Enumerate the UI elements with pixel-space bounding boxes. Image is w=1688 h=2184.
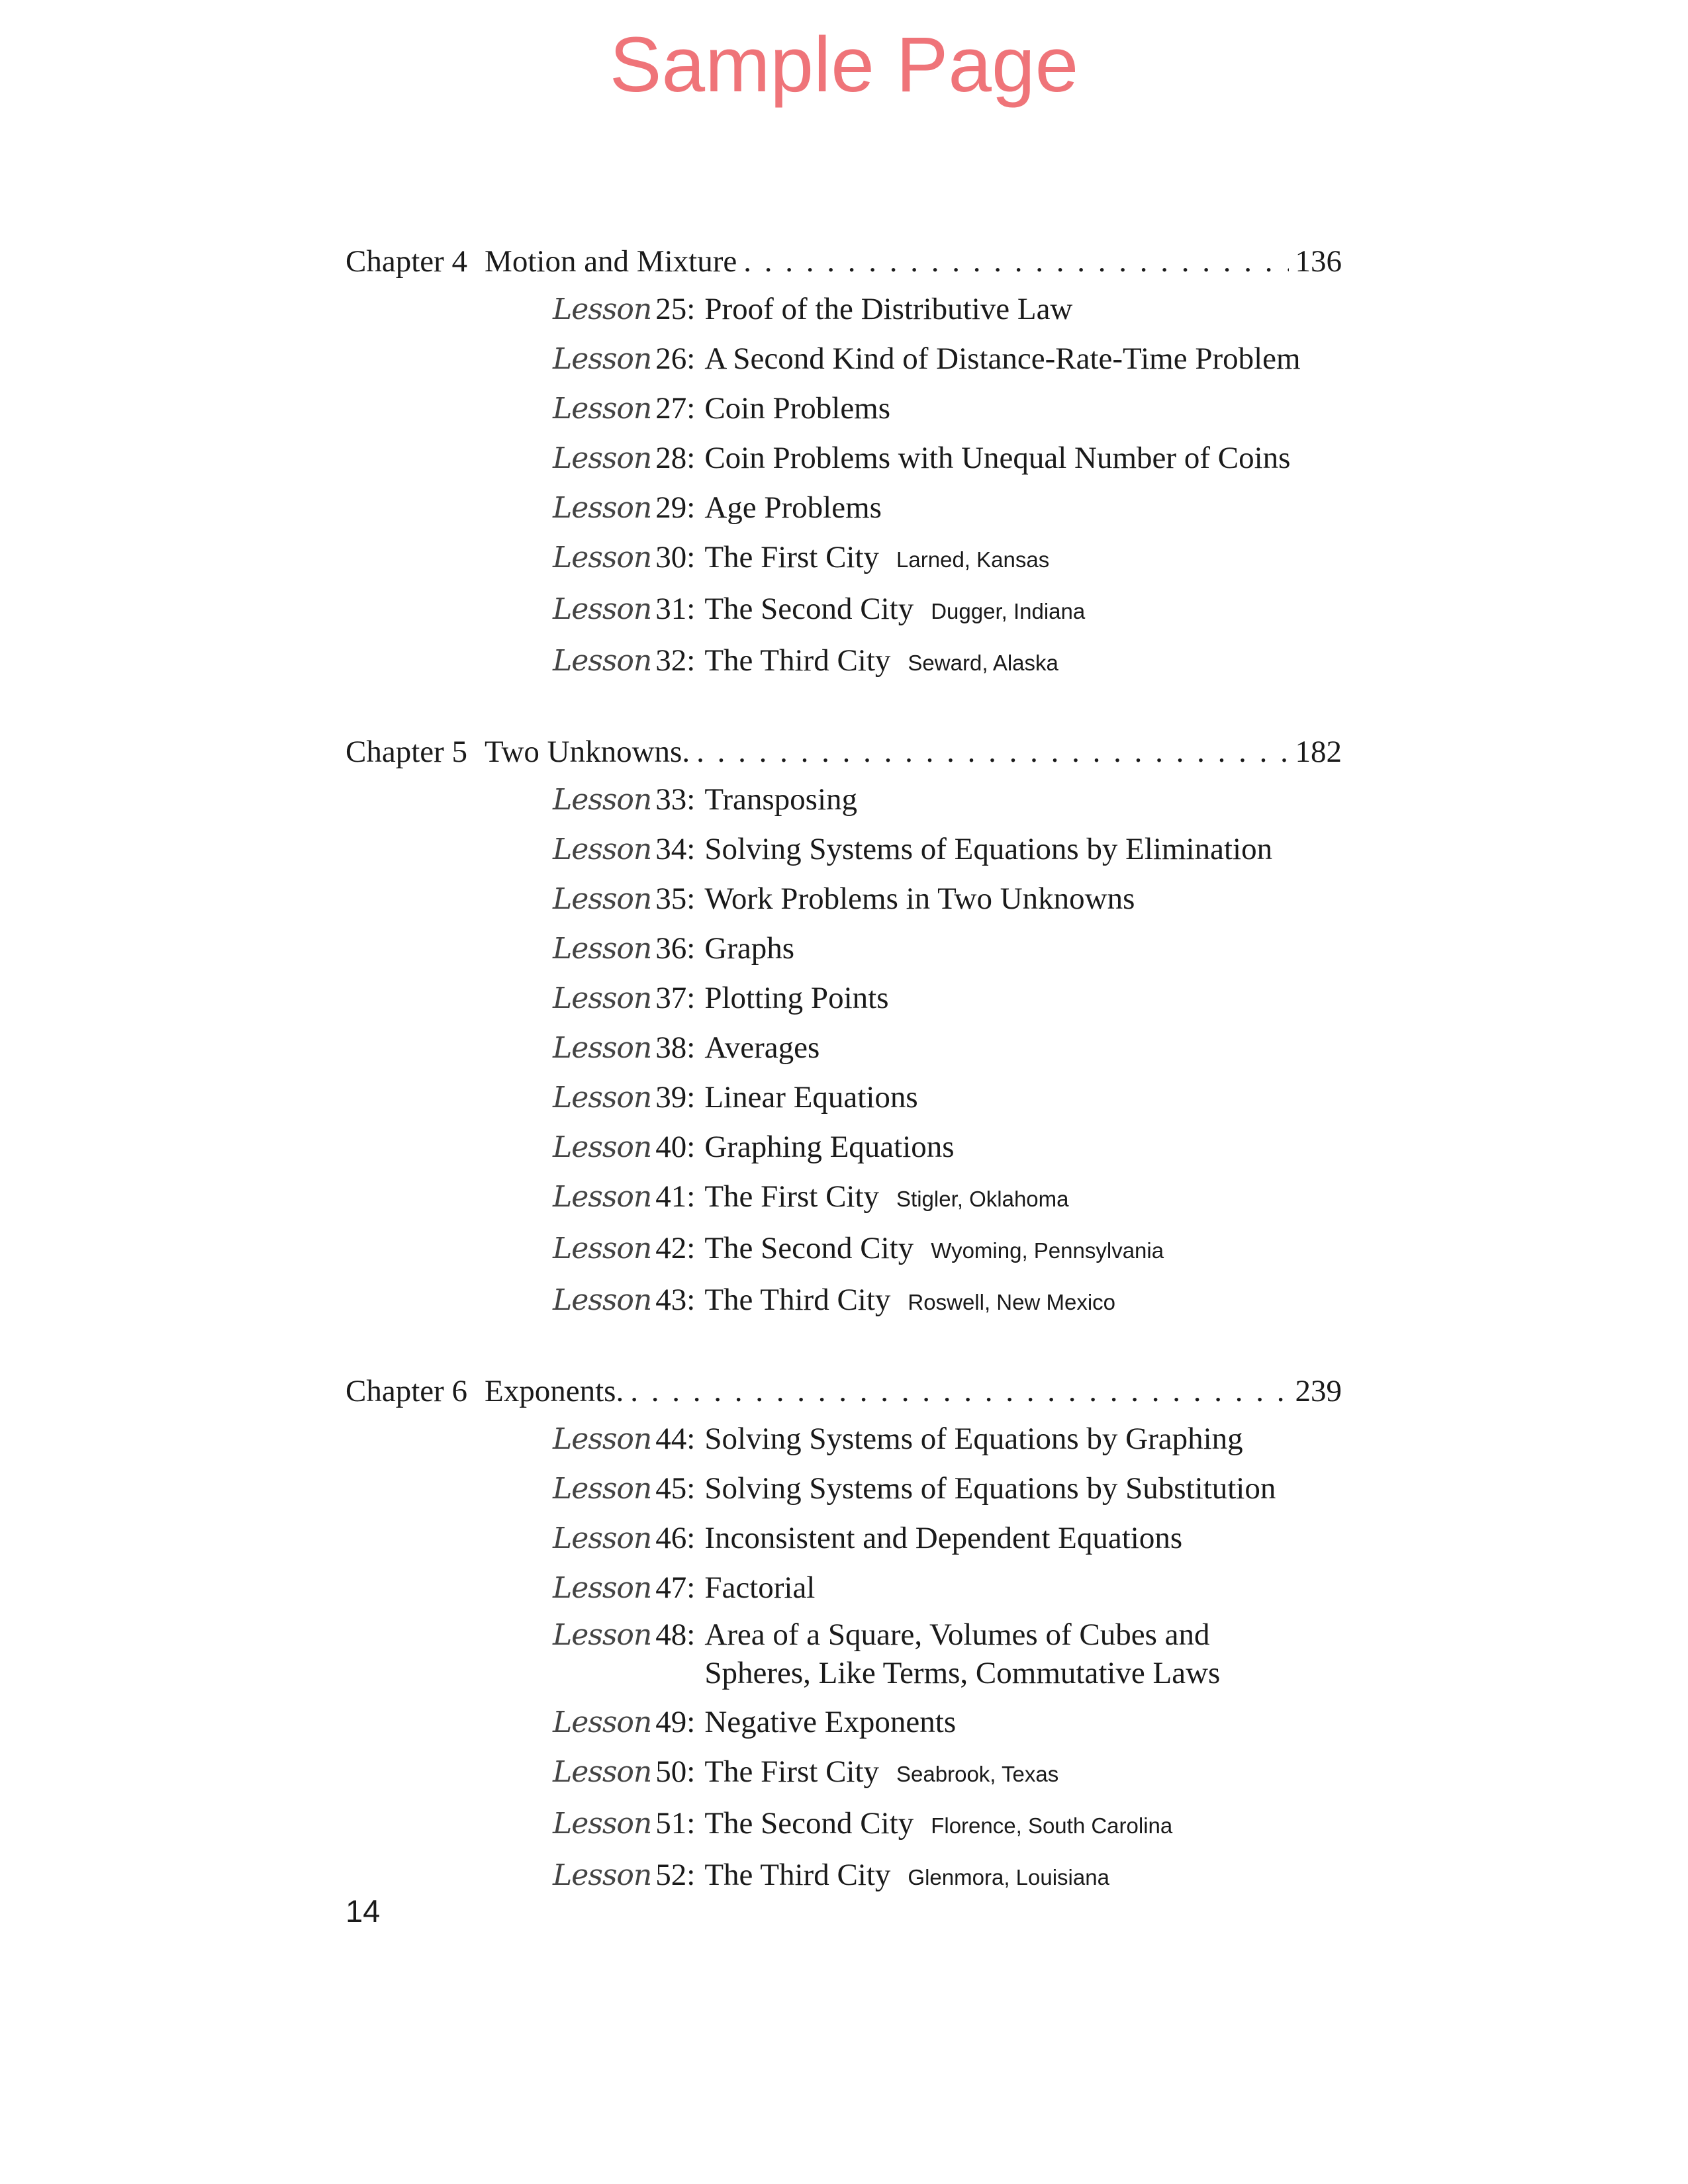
- lesson-label: Lesson: [553, 1755, 652, 1789]
- lesson-title: [704, 1615, 1220, 1692]
- chapter-number: Chapter 6: [346, 1374, 468, 1408]
- lesson-entry: [553, 1613, 1342, 1698]
- chapter-page-number: 136: [1295, 244, 1342, 279]
- lesson-number: 48: [655, 1617, 687, 1652]
- lesson-entry: [553, 1275, 1342, 1327]
- lesson-entry: [553, 1850, 1342, 1902]
- lesson-label: Lesson: [553, 1571, 652, 1605]
- lesson-number: 25: [655, 292, 687, 326]
- lesson-title: The Third City: [704, 1858, 891, 1892]
- lesson-number: 33: [655, 782, 687, 817]
- lesson-colon: :: [686, 592, 696, 626]
- lesson-title: Coin Problems: [704, 391, 891, 426]
- lesson-title: The First City: [704, 1179, 880, 1214]
- lesson-label: Lesson: [553, 342, 652, 376]
- dot-leader: [743, 238, 1288, 285]
- lesson-label: Lesson: [553, 1232, 652, 1265]
- lesson-label: Lesson: [553, 293, 652, 326]
- lesson-city: Glenmora, Louisiana: [908, 1865, 1109, 1889]
- lesson-label: Lesson: [553, 1522, 652, 1555]
- chapter-heading: [346, 238, 1342, 285]
- lesson-label: Lesson: [553, 1283, 652, 1317]
- lesson-title: A Second Kind of Distance-Rate-Time Problem: [704, 341, 1301, 376]
- lesson-title: Averages: [704, 1030, 820, 1065]
- lesson-number: 49: [655, 1705, 687, 1739]
- lesson-title: Proof of the Distributive Law: [704, 292, 1073, 326]
- lesson-title-line: Area of a Square, Volumes of Cubes and: [704, 1617, 1210, 1652]
- lesson-number: 40: [655, 1130, 687, 1164]
- lesson-number: 29: [655, 490, 687, 525]
- lesson-colon: :: [686, 931, 696, 966]
- lesson-city: Stigler, Oklahoma: [896, 1187, 1069, 1211]
- lesson-entry: [553, 584, 1342, 636]
- lesson-title: Work Problems in Two Unknowns: [704, 882, 1135, 916]
- lesson-number: 50: [655, 1754, 687, 1789]
- lesson-title: The Second City: [704, 1231, 914, 1265]
- lesson-city: Dugger, Indiana: [931, 599, 1086, 623]
- lesson-colon: :: [686, 1030, 696, 1065]
- lesson-entry: [553, 1224, 1342, 1275]
- lesson-title-line: Spheres, Like Terms, Commutative Laws: [704, 1656, 1221, 1690]
- lesson-city: Seabrook, Texas: [896, 1762, 1059, 1786]
- lesson-colon: :: [686, 1231, 696, 1265]
- lesson-number: 26: [655, 341, 687, 376]
- lesson-entry: [553, 1747, 1342, 1799]
- lesson-number: 39: [655, 1080, 687, 1115]
- lesson-city: Wyoming, Pennsylvania: [931, 1238, 1164, 1263]
- lesson-colon: :: [686, 1130, 696, 1164]
- lesson-title: The Second City: [704, 592, 914, 626]
- lesson-colon: :: [686, 1754, 696, 1789]
- chapter-number: Chapter 4: [346, 244, 468, 279]
- lesson-colon: :: [686, 1422, 696, 1456]
- lesson-title: Graphs: [704, 931, 795, 966]
- chapter-title: Motion and Mixture: [485, 244, 737, 279]
- lesson-colon: :: [686, 882, 696, 916]
- lesson-entry: [553, 775, 1342, 825]
- lesson-title: Linear Equations: [704, 1080, 918, 1115]
- lesson-colon: :: [686, 832, 696, 866]
- lesson-entry: [553, 974, 1342, 1023]
- lesson-number: 27: [655, 391, 687, 426]
- dot-leader: [630, 1368, 1288, 1414]
- lesson-title: Factorial: [704, 1570, 816, 1605]
- lesson-title: Graphing Equations: [704, 1130, 955, 1164]
- lesson-number: 47: [655, 1570, 687, 1605]
- lesson-title: Inconsistent and Dependent Equations: [704, 1521, 1183, 1555]
- lesson-entry: [553, 384, 1342, 433]
- lesson-label: Lesson: [553, 541, 652, 574]
- lesson-entry: [553, 1464, 1342, 1514]
- lesson-label: Lesson: [553, 392, 652, 426]
- chapter-heading: [346, 1368, 1342, 1414]
- chapter-page-number: 182: [1295, 735, 1342, 769]
- lesson-list: [553, 285, 1342, 688]
- lesson-title: The Third City: [704, 643, 891, 678]
- lesson-title: Age Problems: [704, 490, 882, 525]
- lesson-title: Plotting Points: [704, 981, 889, 1015]
- lesson-title: Solving Systems of Equations by Elimination: [704, 832, 1273, 866]
- lesson-city: Florence, South Carolina: [931, 1813, 1173, 1838]
- lesson-entry: [553, 1073, 1342, 1122]
- lesson-colon: :: [686, 490, 696, 525]
- lesson-city: Seward, Alaska: [908, 651, 1058, 675]
- lesson-entry: [553, 433, 1342, 483]
- lesson-label: Lesson: [553, 1031, 652, 1065]
- chapter-title: Exponents.: [485, 1374, 624, 1408]
- lesson-number: 46: [655, 1521, 687, 1555]
- lesson-colon: :: [686, 1570, 696, 1605]
- lesson-number: 36: [655, 931, 687, 966]
- lesson-label: Lesson: [553, 1618, 652, 1652]
- lesson-title: Solving Systems of Equations by Substitution: [704, 1471, 1276, 1506]
- lesson-label: Lesson: [553, 644, 652, 678]
- lesson-number: 51: [655, 1806, 687, 1841]
- lesson-title: The Third City: [704, 1283, 891, 1317]
- lesson-number: 52: [655, 1858, 687, 1892]
- lesson-label: Lesson: [553, 1807, 652, 1841]
- lesson-entry: [553, 1563, 1342, 1613]
- lesson-label: Lesson: [553, 441, 652, 475]
- lesson-colon: :: [686, 441, 696, 475]
- lesson-colon: :: [686, 540, 696, 574]
- lesson-number: 32: [655, 643, 687, 678]
- table-of-contents: [346, 238, 1342, 1943]
- lesson-label: Lesson: [553, 783, 652, 817]
- lesson-label: Lesson: [553, 1422, 652, 1456]
- lesson-entry: [553, 1023, 1342, 1073]
- dot-leader: [696, 729, 1288, 775]
- lesson-label: Lesson: [553, 1472, 652, 1506]
- lesson-number: 30: [655, 540, 687, 574]
- lesson-number: 43: [655, 1283, 687, 1317]
- lesson-label: Lesson: [553, 833, 652, 866]
- lesson-city: Larned, Kansas: [896, 547, 1050, 572]
- lesson-entry: [553, 1698, 1342, 1747]
- lesson-label: Lesson: [553, 1130, 652, 1164]
- lesson-colon: :: [686, 1705, 696, 1739]
- lesson-number: 45: [655, 1471, 687, 1506]
- lesson-colon: :: [686, 292, 696, 326]
- lesson-label: Lesson: [553, 932, 652, 966]
- lesson-colon: :: [686, 391, 696, 426]
- lesson-colon: :: [686, 1858, 696, 1892]
- lesson-number: 44: [655, 1422, 687, 1456]
- chapter-number: Chapter 5: [346, 735, 468, 769]
- chapter-heading: [346, 729, 1342, 775]
- lesson-title: Solving Systems of Equations by Graphing: [704, 1422, 1243, 1456]
- lesson-colon: :: [686, 1283, 696, 1317]
- lesson-entry: [553, 1414, 1342, 1464]
- lesson-entry: [553, 533, 1342, 584]
- lesson-entry: [553, 924, 1342, 974]
- lesson-list: [553, 1414, 1342, 1902]
- lesson-label: Lesson: [553, 981, 652, 1015]
- lesson-entry: [553, 334, 1342, 384]
- lesson-colon: :: [686, 341, 696, 376]
- lesson-entry: [553, 1799, 1342, 1850]
- lesson-label: Lesson: [553, 592, 652, 626]
- lesson-number: 31: [655, 592, 687, 626]
- lesson-entry: [553, 285, 1342, 334]
- lesson-title: Negative Exponents: [704, 1705, 957, 1739]
- lesson-number: 42: [655, 1231, 687, 1265]
- lesson-label: Lesson: [553, 1706, 652, 1739]
- lesson-entry: [553, 1172, 1342, 1224]
- lesson-entry: [553, 1122, 1342, 1172]
- lesson-colon: :: [686, 1521, 696, 1555]
- lesson-number: 38: [655, 1030, 687, 1065]
- lesson-entry: [553, 483, 1342, 533]
- lesson-label: Lesson: [553, 1858, 652, 1892]
- lesson-colon: :: [686, 1617, 696, 1652]
- lesson-label: Lesson: [553, 1081, 652, 1115]
- sample-page-watermark: Sample Page: [609, 21, 1079, 109]
- lesson-number: 35: [655, 882, 687, 916]
- lesson-title: The First City: [704, 540, 880, 574]
- lesson-title: Coin Problems with Unequal Number of Coins: [704, 441, 1291, 475]
- lesson-label: Lesson: [553, 491, 652, 525]
- lesson-title: The Second City: [704, 1806, 914, 1841]
- page-number: 14: [346, 1893, 381, 1929]
- lesson-entry: [553, 636, 1342, 688]
- lesson-colon: :: [686, 782, 696, 817]
- lesson-number: 41: [655, 1179, 687, 1214]
- lesson-colon: :: [686, 1806, 696, 1841]
- lesson-label: Lesson: [553, 1180, 652, 1214]
- lesson-entry: [553, 874, 1342, 924]
- lesson-number: 37: [655, 981, 687, 1015]
- lesson-title: Transposing: [704, 782, 858, 817]
- lesson-colon: :: [686, 643, 696, 678]
- lesson-colon: :: [686, 981, 696, 1015]
- chapter-title: Two Unknowns.: [485, 735, 690, 769]
- lesson-colon: :: [686, 1179, 696, 1214]
- lesson-list: [553, 775, 1342, 1327]
- lesson-colon: :: [686, 1471, 696, 1506]
- lesson-label: Lesson: [553, 882, 652, 916]
- lesson-number: 34: [655, 832, 687, 866]
- chapter-page-number: 239: [1295, 1374, 1342, 1408]
- lesson-entry: [553, 1514, 1342, 1563]
- lesson-entry: [553, 825, 1342, 874]
- lesson-title: The First City: [704, 1754, 880, 1789]
- lesson-city: Roswell, New Mexico: [908, 1290, 1116, 1314]
- lesson-number: 28: [655, 441, 687, 475]
- lesson-colon: :: [686, 1080, 696, 1115]
